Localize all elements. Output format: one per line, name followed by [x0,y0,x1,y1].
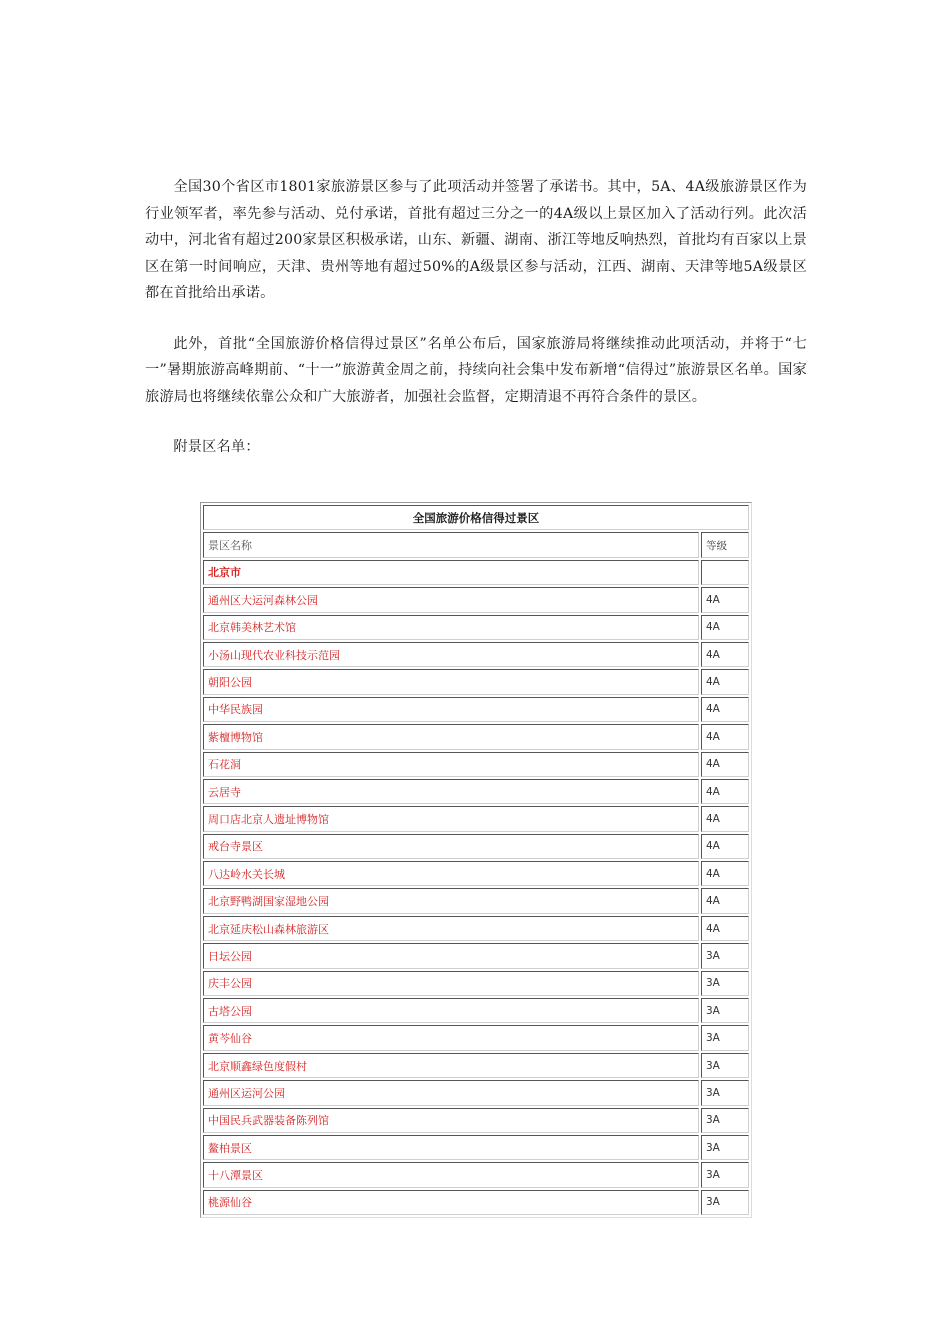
scenic-area-grade: 4A [701,779,749,804]
table-row [203,615,749,640]
table-row [203,587,749,612]
table-row [203,998,749,1023]
table-row [203,1108,749,1133]
scenic-area-grade: 4A [701,615,749,640]
region-grade-empty [701,560,749,585]
scenic-area-name-link[interactable]: 十八潭景区 [203,1162,699,1187]
scenic-area-name-link[interactable]: 北京顺鑫绿色度假村 [203,1053,699,1078]
scenic-area-grade: 3A [701,1080,749,1105]
column-header-grade: 等级 [701,532,749,557]
table-row [203,752,749,777]
article-body [145,174,807,461]
table-row [203,888,749,913]
table-row [203,724,749,749]
scenic-area-grade: 3A [701,1190,749,1215]
scenic-area-name-link[interactable]: 桃源仙谷 [203,1190,699,1215]
table-row [203,1135,749,1160]
list-intro: 附景区名单： [173,439,260,455]
scenic-area-grade: 3A [701,943,749,968]
table-title-row [203,505,749,530]
scenic-area-name-link[interactable]: 黄芩仙谷 [203,1025,699,1050]
scenic-area-name-link[interactable]: 八达岭水关长城 [203,861,699,886]
scenic-area-name-link[interactable]: 石花洞 [203,752,699,777]
scenic-area-grade: 4A [701,806,749,831]
scenic-area-grade: 3A [701,1162,749,1187]
scenic-area-name-link[interactable]: 日坛公园 [203,943,699,968]
region-row [203,560,749,585]
table-row [203,916,749,941]
scenic-area-grade: 4A [701,697,749,722]
scenic-area-grade: 3A [701,1053,749,1078]
scenic-area-name-link[interactable]: 通州区大运河森林公园 [203,587,699,612]
table-row [203,834,749,859]
scenic-area-name-link[interactable]: 鳌柏景区 [203,1135,699,1160]
table-row [203,1025,749,1050]
table-row [203,1080,749,1105]
scenic-table [201,503,751,1217]
table-title: 全国旅游价格信得过景区 [203,505,749,530]
scenic-area-name-link[interactable]: 朝阳公园 [203,669,699,694]
scenic-area-grade: 4A [701,834,749,859]
scenic-area-grade: 3A [701,971,749,996]
scenic-area-grade: 3A [701,1108,749,1133]
scenic-area-grade: 4A [701,642,749,667]
scenic-area-name-link[interactable]: 中华民族园 [203,697,699,722]
scenic-area-grade: 3A [701,998,749,1023]
table-row [203,697,749,722]
scenic-area-grade: 4A [701,669,749,694]
scenic-area-grade: 4A [701,752,749,777]
table-row [203,1162,749,1187]
scenic-area-name-link[interactable]: 北京延庆松山森林旅游区 [203,916,699,941]
table-row [203,861,749,886]
scenic-area-name-link[interactable]: 北京野鸭湖国家湿地公园 [203,888,699,913]
table-row [203,669,749,694]
scenic-area-grade: 4A [701,861,749,886]
scenic-area-name-link[interactable]: 通州区运河公园 [203,1080,699,1105]
scenic-area-name-link[interactable]: 北京韩美林艺术馆 [203,615,699,640]
scenic-area-name-link[interactable]: 紫檀博物馆 [203,724,699,749]
column-header-name: 景区名称 [203,532,699,557]
scenic-area-name-link[interactable]: 庆丰公园 [203,971,699,996]
table-header-row [203,532,749,557]
scenic-area-grade: 4A [701,888,749,913]
scenic-area-name-link[interactable]: 中国民兵武器装备陈列馆 [203,1108,699,1133]
scenic-area-name-link[interactable]: 云居寺 [203,779,699,804]
scenic-area-name-link[interactable]: 周口店北京人遗址博物馆 [203,806,699,831]
scenic-area-name-link[interactable]: 戒台寺景区 [203,834,699,859]
table-row [203,971,749,996]
scenic-area-grade: 4A [701,587,749,612]
scenic-area-grade: 4A [701,724,749,749]
table-row [203,1190,749,1215]
table-row [203,943,749,968]
region-label: 北京市 [203,560,699,585]
scenic-area-grade: 3A [701,1025,749,1050]
table-row [203,1053,749,1078]
scenic-area-grade: 4A [701,916,749,941]
table-row [203,779,749,804]
table-row [203,806,749,831]
scenic-area-grade: 3A [701,1135,749,1160]
paragraph-2: 此外，首批“全国旅游价格信得过景区”名单公布后，国家旅游局将继续推动此项活动，并将于“七一”暑期旅游高峰期前、“十一”旅游黄金周之前，持续向社会集中发布新增“信得过”旅游景区名单。国家旅游局也将继续依靠公众和广大旅游者，加强社会监督，定期清退不再符合条件的景区。 [145,335,807,405]
paragraph-1: 全国30个省区市1801家旅游景区参与了此项活动并签署了承诺书。其中，5A、4A级旅游景区作为行业领军者，率先参与活动、兑付承诺，首批有超过三分之一的4A级以上景区加入了活动行列。此次活动中，河北省有超过200家景区积极承诺，山东、新疆、湖南、浙江等地反响热烈，首批均有百家以上景区在第一时间响应，天津、贵州等地有超过50%的A级景区参与活动，江西、湖南、天津等地5A级景区都在首批给出承诺。 [145,179,807,301]
scenic-area-name-link[interactable]: 古塔公园 [203,998,699,1023]
scenic-area-name-link[interactable]: 小汤山现代农业科技示范园 [203,642,699,667]
scenic-area-table [200,502,752,1218]
table-row [203,642,749,667]
